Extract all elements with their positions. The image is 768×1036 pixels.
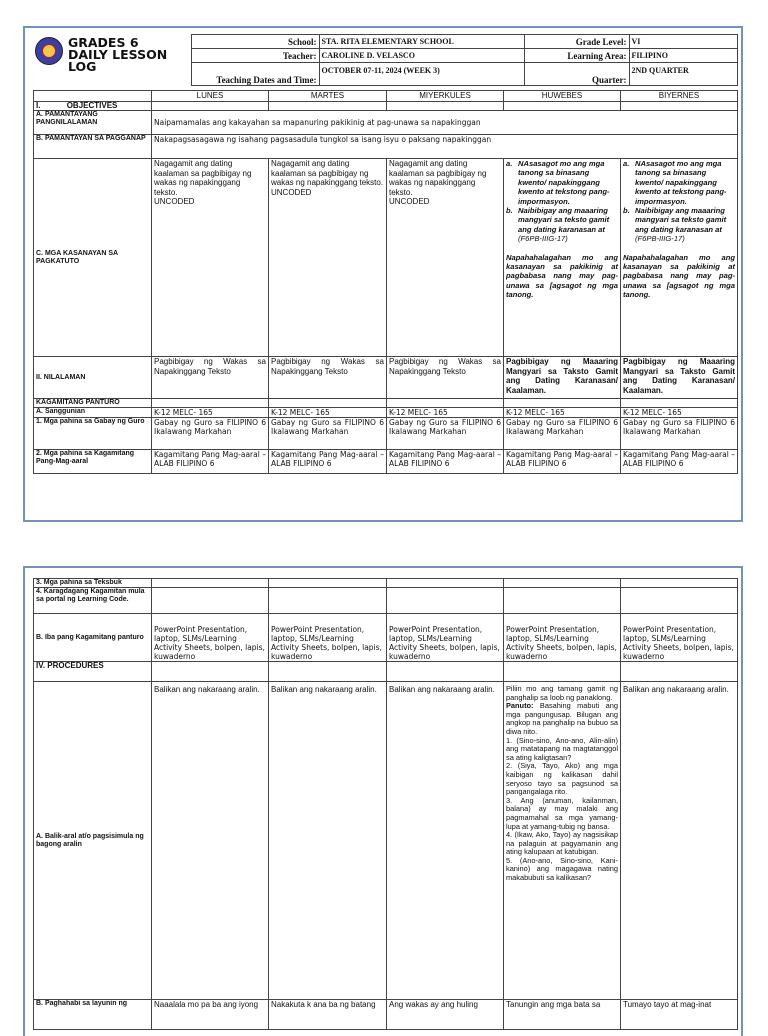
gabay-guro-tue: Gabay ng Guro sa FILIPINO 6 Ikalawang Markahan (269, 418, 387, 450)
paghahabi-label: B. Paghahabi sa layunin ng (34, 1000, 152, 1030)
teacher-value: CAROLINE D. VELASCO (319, 49, 524, 63)
dates-label: Teaching Dates and Time: (191, 63, 319, 86)
gabay-guro-fri: Gabay ng Guro sa FILIPINO 6 Ikalawang Markahan (621, 418, 738, 450)
area-label: Learning Area: (524, 49, 629, 63)
sanggunian-mon: K-12 MELC- 165 (152, 408, 269, 418)
kagamitang-mag-aaral-tue: Kagamitang Pang Mag-aaral – ALAB FILIPINO 6 (269, 450, 387, 474)
page-1 (23, 26, 743, 522)
balik-aral-tue: Balikan ang nakaraang aralin. (269, 682, 387, 1000)
iba-pang-kagamitan-fri: PowerPoint Presentation, laptop, SLMs/Learning Activity Sheets, bolpen, lapis, kuwaderno (621, 614, 738, 662)
day-header: BIYERNES (621, 91, 738, 102)
gabay-guro-mon: Gabay ng Guro sa FILIPINO 6 Ikalawang Markahan (152, 418, 269, 450)
iba-pang-kagamitan-wed: PowerPoint Presentation, laptop, SLMs/Learning Activity Sheets, bolpen, lapis, kuwaderno (387, 614, 504, 662)
kagamitang-mag-aaral-fri: Kagamitang Pang Mag-aaral – ALAB FILIPINO 6 (621, 450, 738, 474)
pamantayan-sa-pagganap-label: B. PAMANTAYAN SA PAGGANAP (34, 135, 152, 159)
paghahabi-fri: Tumayo tayo at mag-inat (621, 1000, 738, 1030)
grade-label: Grade Level: (524, 35, 629, 49)
kasanayan-tue: Nagagamit ang dating kaalaman sa pagbibigay ng wakas ng napakinggang teksto. UNCODED (269, 159, 387, 357)
kasanayan-wed: Nagagamit ang dating kaalaman sa pagbibigay ng wakas ng napakinggang teksto. UNCODED (387, 159, 504, 357)
kasanayan-mon: Nagagamit ang dating kaalaman sa pagbibigay ng wakas ng napakinggang teksto. UNCODED (152, 159, 269, 357)
corner-cell (34, 91, 152, 102)
kagamitan-heading: KAGAMITANG PANTURO (34, 399, 152, 408)
gabay-guro-wed: Gabay ng Guro sa FILIPINO 6 Ikalawang Markahan (387, 418, 504, 450)
nilalaman-mon: Pagbibigay ng Wakas sa Napakinggang Teksto (152, 357, 269, 399)
karagdagang-kagamitan-label: 4. Karagdagang Kagamitan mula sa portal ng Learning Code. (34, 588, 152, 614)
list-item: 1. (Sino-sino, Ano-ano, Alin-alin) ang matatapang na magtatanggol sa ating kaligtasan? (506, 735, 618, 762)
sanggunian-wed: K-12 MELC- 165 (387, 408, 504, 418)
lesson-table-page-1 (33, 90, 738, 474)
lesson-table-page-2 (33, 578, 738, 1030)
sanggunian-tue: K-12 MELC- 165 (269, 408, 387, 418)
title-line-2: DAILY LESSON (68, 46, 168, 62)
paghahabi-wed: Ang wakas ay ang huling (387, 1000, 504, 1030)
gabay-guro-thu: Gabay ng Guro sa FILIPINO 6 Ikalawang Markahan (504, 418, 621, 450)
paghahabi-thu: Tanungin ang mga bata sa (504, 1000, 621, 1030)
area-value: FILIPINO (629, 49, 737, 63)
list-item: 2. (Siya, Tayo, Ako) ang mga kaibigan ng kalikasan dahil seryoso tayo sa pagsunod sa pangangalaga rito. (506, 761, 618, 797)
balik-aral-mon: Balikan ang nakaraang aralin. (152, 682, 269, 1000)
grade-value: VI (629, 35, 737, 49)
paghahabi-mon: Naaalala mo pa ba ang iyong (152, 1000, 269, 1030)
balik-aral-fri: Balikan ang nakaraang aralin. (621, 682, 738, 1000)
balik-aral-wed: Balikan ang nakaraang aralin. (387, 682, 504, 1000)
kagamitang-mag-aaral-label: 2. Mga pahina sa Kagamitang Pang-Mag-aaral (34, 450, 152, 474)
kagamitang-mag-aaral-thu: Kagamitang Pang Mag-aaral – ALAB FILIPINO 6 (504, 450, 621, 474)
header-table (33, 34, 738, 86)
dates-value: OCTOBER 07-11, 2024 (WEEK 3) (319, 63, 524, 86)
iba-pang-kagamitan-tue: PowerPoint Presentation, laptop, SLMs/Learning Activity Sheets, bolpen, lapis, kuwaderno (269, 614, 387, 662)
kasanayan-fri: a. NAsasagot mo ang mga tanong sa binasang kwento/ napakinggang kwento at tekstong pang-impormasyon. b. Naibibigay ang maaaring mangyari sa teksto gamit ang dating karanasan at (F6PB-IIIG-17) Napahahalagahan mo ang kasanayan sa pakikinig at pagbabasa nang may pag-unawa sa [agsagot ng mga tanong. (621, 159, 738, 357)
balik-aral-thu: Piliin mo ang tamang gamit ng panghalip sa loob ng panaklong. Panuto: Basahing mabuti ang mga pangungusap. Bilugan ang angkop na panghalip na bubuo sa diwa nito. 1. (Sino-sino, Ano-ano, Alin-alin) ang matatapang na magtatanggol sa ating kaligtasan? 2. (Siya, Tayo, Ako) ang mga kaibigan ng kalikasan dahil seryoso tayo sa pagsunod sa pangangalaga rito. 3. Ang (anuman, kailanman, balana) ay may malaki ang pagmamahal sa mga yamang-lupa at yamang-tubig ng bansa. 4. (Ikaw, Ako, Tayo) ay nagsisikap na palaguin at pagyamanin ang ating kalupaan at katubigan. 5. (Ano-ano, Sino-sino, Kani-kanino) ang magagawa nating makabubuti sa kalikasan? (504, 682, 621, 1000)
procedures-heading: IV. PROCEDURES (34, 662, 152, 682)
teksbuk-label: 3. Mga pahina sa Teksbuk (34, 579, 152, 588)
nilalaman-tue: Pagbibigay ng Wakas sa Napakinggang Teksto (269, 357, 387, 399)
nilalaman-label: II. NILALAMAN (34, 357, 152, 399)
nilalaman-thu: Pagbibigay ng Maaaring Mangyari sa Taksto Gamit ang Dating Karanasan/ Kaalaman. (504, 357, 621, 399)
quarter-label: Quarter: (524, 63, 629, 86)
list-item: 5. (Ano-ano, Sino-sino, Kani-kanino) ang magagawa nating makabubuti sa kalikasan? (506, 855, 618, 883)
iba-pang-kagamitan-mon: PowerPoint Presentation, laptop, SLMs/Learning Activity Sheets, bolpen, lapis, kuwaderno (152, 614, 269, 662)
sanggunian-thu: K-12 MELC- 165 (504, 408, 621, 418)
sanggunian-label: A. Sanggunian (34, 408, 152, 418)
day-header: MIYERKULES (387, 91, 504, 102)
kagamitang-mag-aaral-mon: Kagamitang Pang Mag-aaral – ALAB FILIPINO 6 (152, 450, 269, 474)
school-label: School: (191, 35, 319, 49)
title-line-3: LOG (68, 58, 97, 74)
iba-pang-kagamitan-thu: PowerPoint Presentation, laptop, SLMs/Learning Activity Sheets, bolpen, lapis, kuwaderno (504, 614, 621, 662)
day-header: MARTES (269, 91, 387, 102)
teacher-label: Teacher: (191, 49, 319, 63)
nilalaman-fri: Pagbibigay ng Maaaring Mangyari sa Taksto Gamit ang Dating Karanasan/ Kaalaman. (621, 357, 738, 399)
page-2 (23, 566, 743, 1036)
dll-title (33, 35, 191, 86)
list-item: 4. (Ikaw, Ako, Tayo) ay nagsisikap na palaguin at pagyamanin ang ating kalupaan at katubigan. (506, 830, 618, 857)
list-item: 3. Ang (anuman, kailanman, balana) ay may malaki ang pagmamahal sa mga yamang-lupa at yamang-tubig ng bansa. (506, 795, 618, 831)
balik-aral-label: A. Balik-aral at/o pagsisimula ng bagong aralin (34, 682, 152, 1000)
kagamitang-mag-aaral-wed: Kagamitang Pang Mag-aaral – ALAB FILIPINO 6 (387, 450, 504, 474)
school-value: STA. RITA ELEMENTARY SCHOOL (319, 35, 524, 49)
day-header: LUNES (152, 91, 269, 102)
deped-seal-icon (35, 37, 63, 65)
pamantayang-pangnilalaman-label: A. PAMANTAYANG PANGNILALAMAN (34, 111, 152, 135)
paghahabi-tue: Nakakuta k ana ba ng batang (269, 1000, 387, 1030)
gabay-guro-label: 1. Mga pahina sa Gabay ng Guro (34, 418, 152, 450)
pamantayang-pangnilalaman-text: Naipamamalas ang kakayahan sa mapanuring pakikinig at pag-unawa sa napakinggan (152, 111, 738, 135)
iba-pang-kagamitan-label: B. Iba pang Kagamitang panturo (34, 614, 152, 662)
title-line-1: GRADES 6 (68, 34, 139, 50)
kasanayan-label: C. MGA KASANAYAN SA PAGKATUTO (34, 159, 152, 357)
nilalaman-wed: Pagbibigay ng Wakas sa Napakinggang Teksto (387, 357, 504, 399)
pamantayan-sa-pagganap-text: Nakapagsasagawa ng isahang pagsasadula tungkol sa isang isyu o paksang napakinggan (152, 135, 738, 159)
quarter-value: 2ND QUARTER (629, 63, 737, 86)
kasanayan-thu: a. NAsasagot mo ang mga tanong sa binasang kwento/ napakinggang kwento at tekstong pang-impormasyon. b. Naibibigay ang maaaring mangyari sa teksto gamit ang dating karanasan at (F6PB-IIIG-17) Napahahalagahan mo ang kasanayan sa pakikinig at pagbabasa nang may pag-unawa sa [agsagot ng mga tanong. (504, 159, 621, 357)
sanggunian-fri: K-12 MELC- 165 (621, 408, 738, 418)
day-header: HUWEBES (504, 91, 621, 102)
objectives-heading: I. OBJECTIVES (34, 102, 152, 111)
